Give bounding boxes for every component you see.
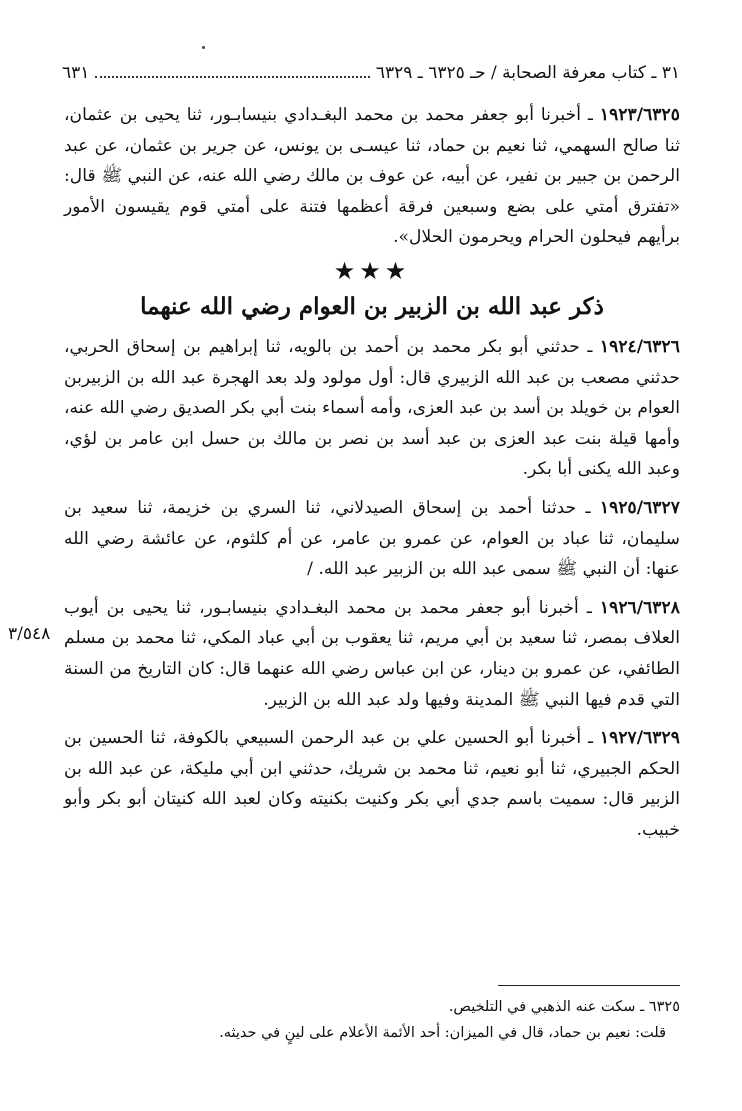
- running-title: ٣١ ـ كتاب معرفة الصحابة / حـ ٦٣٢٥ ـ ٦٣٢٩: [375, 63, 680, 83]
- hadith-number: ١٩٢٦/٦٣٢٨: [599, 597, 680, 618]
- dot-leader: [95, 76, 369, 78]
- hadith-number: ١٩٢٣/٦٣٢٥: [599, 105, 680, 125]
- hadith-text: ـ أخبرنا أبو جعفر محمد بن محمد البغـدادي بنيسابـور، ثنا يحيى بن عثمان، ثنا صالح السهمي، ثنا نعيم بن حماد، ثنا عيسـى بن يونس، عن جرير بن عثمان، عن عبد الرحمن بن جبير بن نفير، عن أبيه، عن عوف بن مالك رضي الله عنه، عن النبي ﷺ قال: «تفترق أمتي على بضع وسبعين فرقة أعظمها فتنة على أمتي قوم يقيسون الأمور برأيهم فيحلون الحرام ويحرمون الحلال».: [64, 105, 680, 248]
- hadith-paragraph: [64, 332, 680, 485]
- hadith-text: ـ حدثني أبو بكر محمد بن أحمد بن بالويه، ثنا إبراهيم بن إسحاق الحربي، حدثني مصعب بن عبد الله الزبيري قال: أول مولود ولد بعد الهجرة عبد الله بن الزبيربن العوام بن خويلد بن أسد بن عبد العزى، وأمه أسماء بنت أبي بكر الصديق رضي الله عنه، وأمها قيلة بنت عبد العزى بن عبد أسد بن نصر بن مالك بن حسل ابن عامر بن لؤي، وعبد الله يكنى أبا بكر.: [64, 336, 680, 480]
- footnote: قلت: نعيم بن حماد، قال في الميزان: أحد الأئمة الأعلام على لينٍ في حديثه.: [219, 1025, 666, 1041]
- footnote-rule: [498, 985, 680, 986]
- hadith-text: ـ حدثنا أحمد بن إسحاق الصيدلاني، ثنا السري بن خزيمة، ثنا سعيد بن سليمان، ثنا عباد بن العوام، عن عمرو بن عامر، عن أم كلثوم، عن عائشة رضي الله عنها: أن النبي ﷺ سمى عبد الله بن الزبير عبد الله. /: [64, 497, 680, 580]
- hadith-paragraph: [64, 493, 680, 585]
- section-title: ذكر عبد الله بن الزبير بن العوام رضي الله عنهما: [140, 292, 604, 320]
- hadith-text: ـ أخبرنا أبو الحسين علي بن عبد الرحمن السبيعي بالكوفة، ثنا الحسين بن الحكم الجبيري، ثنا أبو نعيم، ثنا محمد بن شريك، حدثني ابن أبي مليكة، عن عبد الله بن الزبير قال: سميت باسم جدي أبي بكر وكنيت بكنيته وكان لعبد الله كنيتان أبو بكر وأبو خبيب.: [64, 728, 680, 840]
- hadith-paragraph: [64, 593, 680, 715]
- hadith-text: ـ أخبرنا أبو جعفر محمد بن محمد البغـدادي بنيسابـور، ثنا يحيى بن أيوب العلاف بمصر، ثنا سعيد بن أبي مريم، ثنا يعقوب بن أبي عباد المكي، ثنا محمد بن مسلم الطائفي، عن عمرو بن دينار، عن ابن عباس رضي الله عنهما قال: كان التاريخ من السنة التي قدم فيها النبي ﷺ المدينة وفيها ولد عبد الله بن الزبير.: [64, 597, 680, 710]
- hadith-number: ١٩٢٧/٦٣٢٩: [599, 728, 680, 749]
- hadith-paragraph: [64, 100, 680, 253]
- footnotes: [64, 994, 680, 1046]
- hadith-number: ١٩٢٤/٦٣٢٦: [599, 336, 680, 357]
- stray-dot: [202, 46, 205, 49]
- footnote: ٦٣٢٥ ـ سكت عنه الذهبي في التلخيص.: [448, 999, 680, 1015]
- hadith-number: ١٩٢٥/٦٣٢٧: [599, 497, 680, 518]
- running-header: [62, 58, 680, 88]
- section-separator-stars: ★★★: [333, 256, 411, 285]
- margin-reference: ٣/٥٤٨: [8, 624, 51, 644]
- hadith-paragraph: [64, 723, 680, 845]
- page-number: ٦٣١: [62, 63, 90, 83]
- page-body: [64, 100, 680, 845]
